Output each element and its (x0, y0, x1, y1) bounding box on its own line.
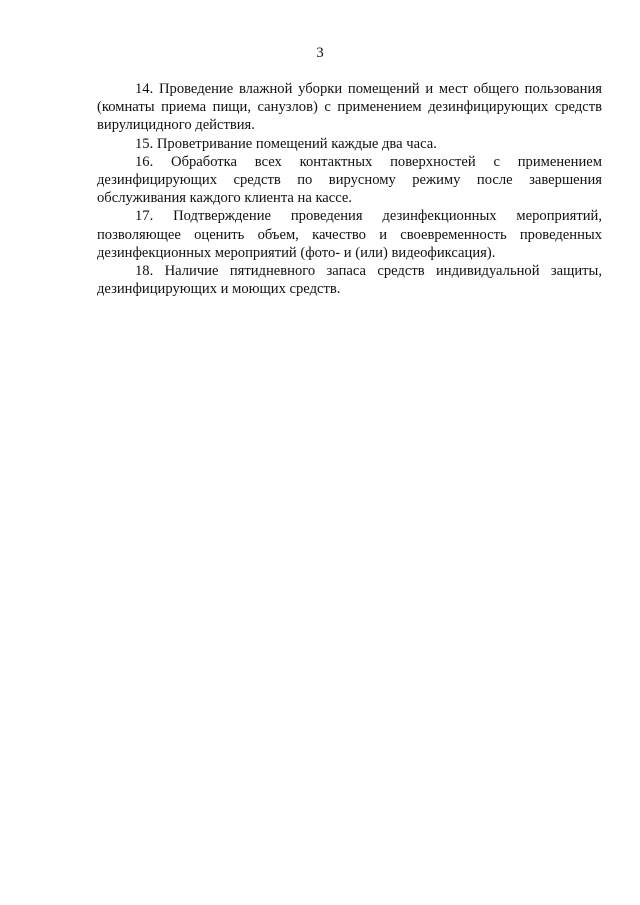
paragraph-14: 14. Проведение влажной уборки помещений и мест общего пользования (комнаты приема пищи, санузлов) с применением дезинфицирующих средств вирулицидного действия. (97, 81, 602, 134)
page-number: 3 (316, 45, 324, 61)
paragraph-15: 15. Проветривание помещений каждые два часа. (135, 135, 437, 152)
document-body (97, 80, 602, 298)
paragraph-17: 17. Подтверждение проведения дезинфекционных мероприятий, позволяющее оценить объем, качество и своевременность проведенных дезинфекционных мероприятий (фото- и (или) видеофиксация). (97, 208, 602, 261)
paragraph-18: 18. Наличие пятидневного запаса средств индивидуальной защиты, дезинфицирующих и моющих средств. (97, 263, 602, 298)
paragraph-16: 16. Обработка всех контактных поверхностей с применением дезинфицирующих средств по вирусному режиму после завершения обслуживания каждого клиента на кассе. (97, 153, 602, 207)
